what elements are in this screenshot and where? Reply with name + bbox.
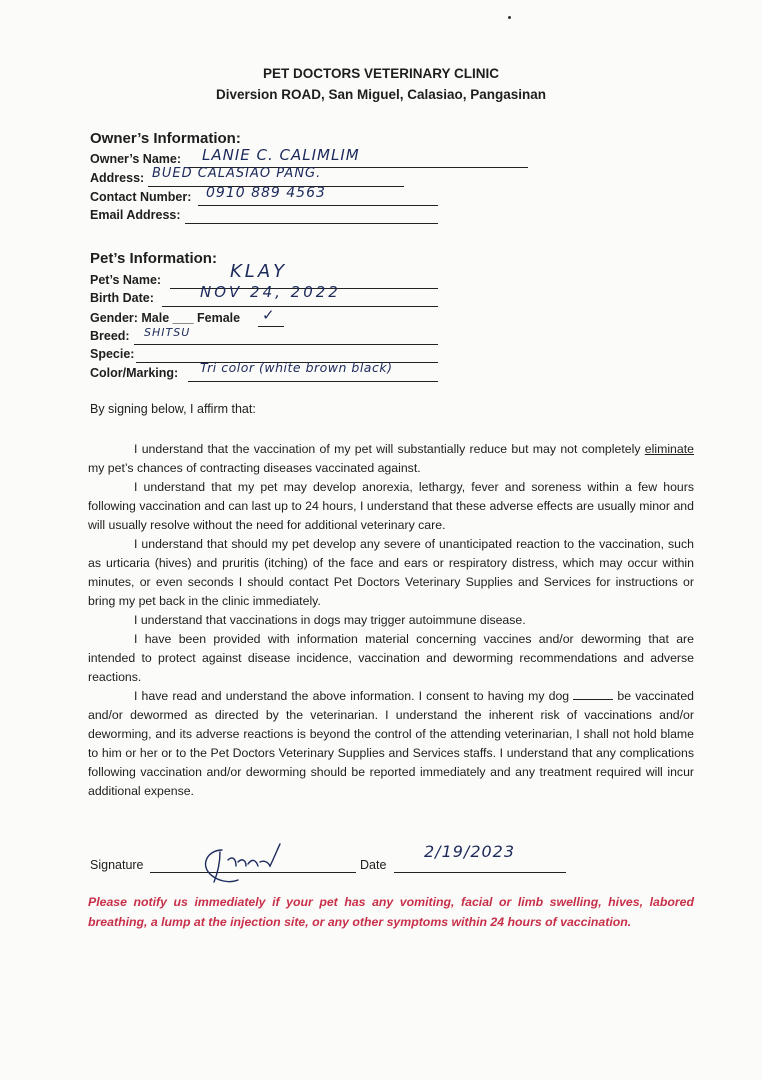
pet-color-value: Tri color (white brown black): [200, 360, 393, 375]
date-line: [394, 872, 566, 873]
owner-address-label: Address:: [90, 171, 145, 185]
pet-name-label: Pet’s Name:: [90, 273, 162, 287]
owner-address-field[interactable]: [90, 166, 322, 189]
dog-name-blank[interactable]: [573, 689, 613, 700]
consent-body: [88, 440, 694, 801]
clinic-header: [0, 64, 762, 106]
affirm-intro: By signing below, I affirm that:: [90, 402, 256, 416]
consent-paragraph-6: I have read and understand the above information. I consent to having my dog be vaccinated and/or dewormed as directed by the veterinarian. I understand the inherent risk of vaccinations and/or deworming, and its adverse reactions is beyond the control of the attending veterinarian, I shall not hold blame to him or her or to the Pet Doctors Veterinary Supplies and Services staffs. I understand that any complications following vaccination and/or deworming should be reported immediately and any treatment required will incur additional expense.: [88, 689, 695, 798]
pet-breed-line: [134, 344, 438, 345]
clinic-address: Diversion ROAD, San Miguel, Calasiao, Pangasinan: [215, 87, 547, 102]
owner-contact-line: [198, 205, 438, 206]
pet-color-field[interactable]: [90, 360, 393, 384]
pet-birthdate-line: [162, 306, 438, 307]
pet-gender-label: Gender: Male ___ Female: [90, 311, 241, 325]
pet-name-value: KLAY: [230, 261, 288, 282]
owner-email-field[interactable]: [90, 208, 181, 226]
owner-contact-label: Contact Number:: [90, 190, 192, 204]
scan-speck: [508, 16, 511, 19]
clinic-name: PET DOCTORS VETERINARY CLINIC: [262, 66, 500, 81]
signature-row: [90, 840, 710, 880]
owner-email-line: [185, 223, 438, 224]
owner-contact-field[interactable]: [90, 185, 326, 208]
pet-birthdate-field[interactable]: [90, 283, 341, 309]
consent-paragraph-4: I understand that vaccinations in dogs may trigger autoimmune disease.: [134, 613, 526, 627]
pet-specie-label: Specie:: [90, 347, 135, 361]
post-vaccination-notice: Please notify us immediately if your pet has any vomiting, facial or limb swelling, hives, labored breathing, a lump at the injection site, or any other symptoms within 24 hours of vaccination.: [88, 895, 694, 929]
pet-color-label: Color/Marking:: [90, 366, 179, 380]
pet-birthdate-label: Birth Date:: [90, 291, 154, 305]
pet-specie-field[interactable]: [90, 347, 134, 365]
consent-paragraph-2: I understand that my pet may develop anorexia, lethargy, fever and soreness within a few hours following vaccination and can last up to 24 hours, I understand that these adverse effects are usually minor and will usually resolve without the need for additional veterinary care.: [88, 480, 694, 532]
owner-name-value: LANIE C. CALIMLIM: [202, 146, 360, 164]
pet-gender-female-line: [258, 326, 284, 327]
consent-paragraph-3: I understand that should my pet develop any severe of unanticipated reaction to the vaccination, such as urticaria (hives) and pruritis (itching) of the face and ears or respiratory distress, which may occur within minutes, or even seconds I should contact Pet Doctors Veterinary Supplies and Services for instructions or bring my pet back in the clinic immediately.: [88, 537, 694, 608]
owner-section-title: Owner’s Information:: [90, 130, 241, 147]
signature-scribble[interactable]: [194, 840, 294, 888]
owner-address-value: BUED CALASIAO PANG.: [152, 166, 322, 181]
owner-name-label: Owner’s Name:: [90, 152, 182, 166]
underlined-word: eliminate: [644, 442, 694, 456]
pet-breed-label: Breed:: [90, 329, 130, 343]
consent-paragraph-5: I have been provided with information material concerning vaccines and/or deworming that are intended to protect against disease incidence, vaccination and deworming recommendations and adverse reactions.: [88, 632, 694, 684]
consent-paragraph-1: I understand that the vaccination of my pet will substantially reduce but may not completely eliminate my pet’s chances of contracting diseases vaccinated against.: [88, 442, 694, 475]
date-label: Date: [360, 858, 387, 872]
pet-birthdate-value: NOV 24, 2022: [200, 283, 341, 301]
owner-email-label: Email Address:: [90, 208, 181, 222]
pet-breed-value: SHITSU: [144, 326, 191, 339]
signature-label: Signature: [90, 858, 144, 872]
pet-breed-field[interactable]: [90, 326, 191, 347]
date-value: 2/19/2023: [424, 842, 516, 861]
pet-name-field[interactable]: [90, 261, 288, 291]
pet-color-line: [188, 381, 438, 382]
pet-gender-female-check: ✓: [262, 306, 276, 324]
pet-section-title: Pet’s Information:: [90, 250, 217, 267]
owner-contact-value: 0910 889 4563: [206, 185, 326, 201]
